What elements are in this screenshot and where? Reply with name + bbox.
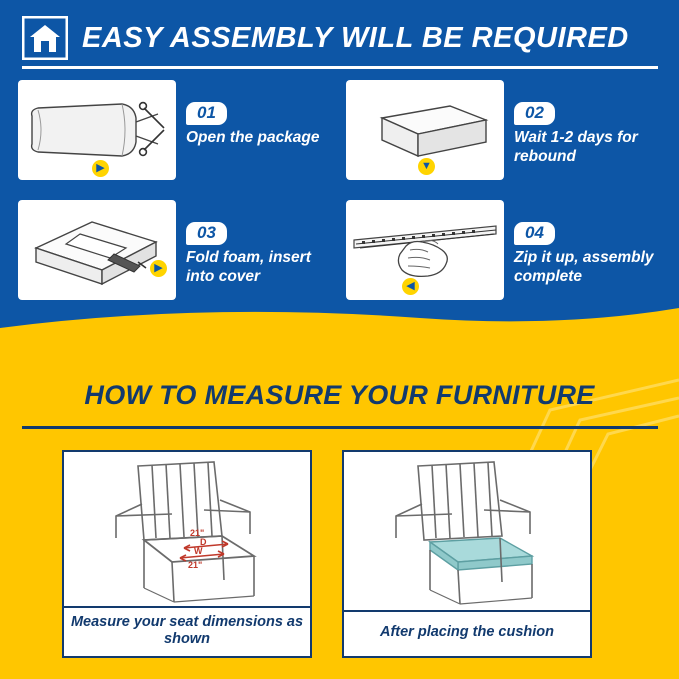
measure-depth-axis: D [200,537,207,547]
measure-card [62,450,312,658]
assembly-step [18,200,334,310]
step-number: 02 [514,102,555,125]
card-caption: After placing the cushion [344,610,590,656]
step-figure-zip-up [346,200,504,300]
house-badge-icon [22,16,68,60]
step-arrow-icon: ▶ [92,160,109,177]
step-arrow-icon: ▼ [418,158,435,175]
step-number: 01 [186,102,227,125]
measure-width-axis: W [194,546,203,556]
measure-width-label: 21" [188,560,203,570]
step-number: 04 [514,222,555,245]
step-arrow-icon: ▶ [150,260,167,277]
measure-divider [22,426,658,429]
step-arrow-icon: ◀ [402,278,419,295]
measure-cards [62,450,622,658]
assembly-title: EASY ASSEMBLY WILL BE REQUIRED [82,21,629,54]
header-divider [22,66,658,69]
assembly-steps [18,80,662,310]
assembly-step [346,80,662,190]
step-label: Fold foam, insert into cover [186,249,311,285]
measure-section [0,318,679,679]
step-text [504,80,662,190]
chair-with-cushion-figure [344,452,590,610]
step-text [176,200,334,310]
card-caption: Measure your seat dimensions as shown [64,606,310,656]
step-text [176,80,334,190]
step-figure-rebound [346,80,504,180]
chair-measurement-figure [64,452,310,606]
step-text [504,200,662,310]
step-label: Open the package [186,129,320,146]
assembly-section [0,0,679,330]
measure-title: HOW TO MEASURE YOUR FURNITURE [84,380,595,410]
assembly-step [346,200,662,310]
step-figure-fold-foam [18,200,176,300]
step-label: Wait 1-2 days for rebound [514,129,638,165]
step-number: 03 [186,222,227,245]
step-figure-open-package [18,80,176,180]
step-label: Zip it up, assembly complete [514,249,654,285]
measure-depth-label: 21" [190,528,205,538]
measure-card [342,450,592,658]
assembly-step [18,80,334,190]
assembly-header [22,12,658,64]
